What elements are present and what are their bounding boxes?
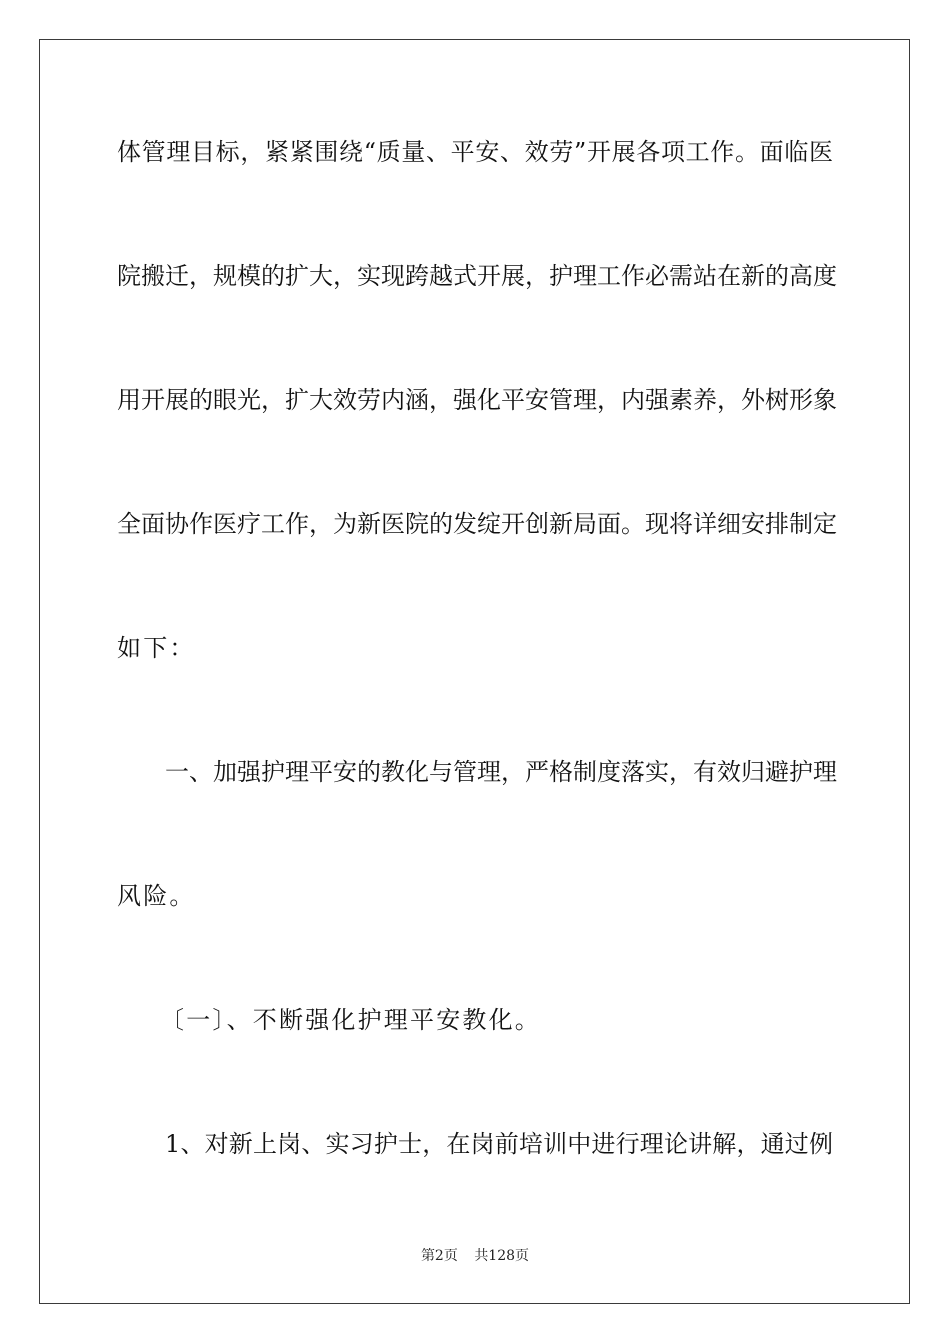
- subsection-heading: 〔一〕、不断强化护理平安教化。: [160, 1006, 541, 1034]
- body-text-line: 全面协作医疗工作，为新医院的发绽开创新局面。现将详细安排制定: [117, 510, 837, 538]
- page-number: 第2页: [420, 1248, 458, 1264]
- body-text-line: 1、对新上岗、实习护士，在岗前培训中进行理论讲解，通过例: [165, 1130, 833, 1158]
- body-text-line: 院搬迁，规模的扩大，实现跨越式开展，护理工作必需站在新的高度: [117, 262, 837, 290]
- section-heading-line: 风险。: [117, 882, 196, 910]
- body-text-line: 用开展的眼光，扩大效劳内涵，强化平安管理，内强素养，外树形象: [117, 386, 837, 414]
- body-text-line: 如下：: [117, 634, 196, 662]
- page-footer: [0, 1246, 950, 1266]
- body-text-line: 体管理目标，紧紧围绕“质量、平安、效劳”开展各项工作。面临医: [117, 138, 833, 166]
- section-heading-line: 一、加强护理平安的教化与管理，严格制度落实，有效归避护理: [165, 758, 837, 786]
- page-border: [39, 39, 910, 1304]
- page-total: 共128页: [474, 1248, 530, 1264]
